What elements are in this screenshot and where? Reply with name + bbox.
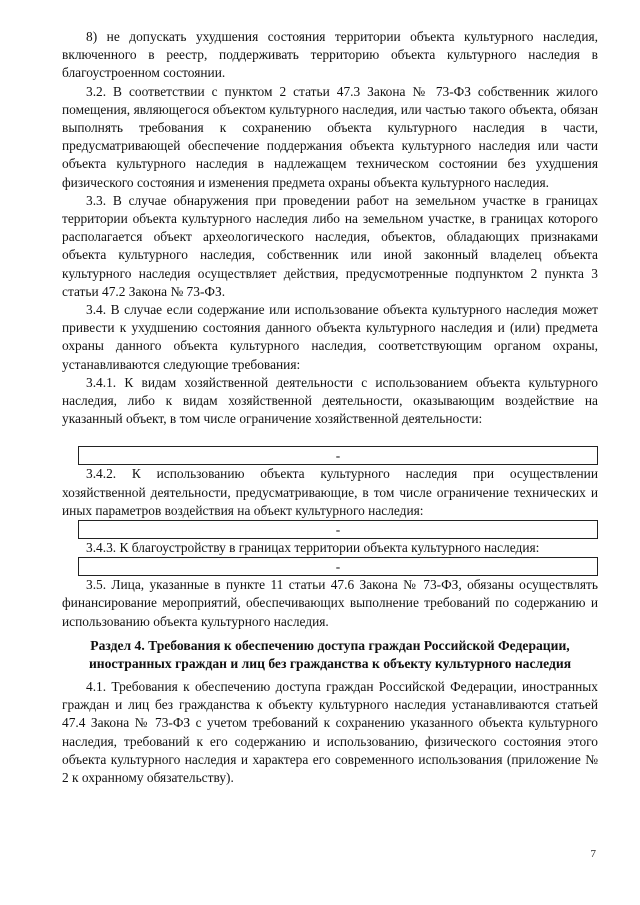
paragraph-3-4-2: 3.4.2. К использованию объекта культурного наследия при осуществлении хозяйственной деятельности, предусматривающие, в том числе ограничение технических и иных параметров воздействия на объект культурного наследия: (62, 466, 598, 518)
spacer (62, 428, 598, 446)
paragraph-3-4-3: 3.4.3. К благоустройству в границах территории объекта культурного наследия: (86, 540, 540, 556)
paragraph-3-3: 3.3. В случае обнаружения при проведении работ на земельном участке в границах территории объекта культурного наследия либо на земельном участке, в границах которого располагается объект археологического наследия, объектов, обладающих признаками объекта культурного наследия, собственник или иной законный владелец объекта культурного наследия осуществляет действия, предусмотренные подпунктом 2 пункта 3 статьи 47.2 Закона № 73-ФЗ. (62, 192, 598, 299)
section-4-heading: Раздел 4. Требования к обеспечению доступа граждан Российской Федерации, иностранных граждан и лиц без гражданства к объекту культурного наследия (88, 637, 572, 672)
page-number: 7 (590, 848, 596, 860)
paragraph-3-4: 3.4. В случае если содержание или использование объекта культурного наследия может привести к ухудшению состояния данного объекта культурного наследия и (или) предмета охраны данного объекта культурного наследия, соответствующим органом охраны, устанавливаются следующие требования: (62, 302, 598, 372)
paragraph-3-5: 3.5. Лица, указанные в пункте 11 статьи 47.6 Закона № 73-ФЗ, обязаны осуществлять финансирование мероприятий, обеспечивающих выполнение требований по содержанию и использованию объекта культурного наследия. (62, 577, 598, 629)
paragraph-3-2: 3.2. В соответствии с пунктом 2 статьи 47.3 Закона № 73-ФЗ собственник жилого помещения, являющегося объектом культурного наследия, или частью такого объекта, обязан выполнять требования к сохранению объекта культурного наследия в части, предусматривающей обеспечение поддержания объекта культурного наследия или части объекта культурного наследия в надлежащем техническом состоянии без ухудшения физического состояния и изменения предмета охраны объекта культурного наследия. (62, 83, 598, 190)
requirements-table-1: - (78, 446, 598, 465)
paragraph-item-8: 8) не допускать ухудшения состояния территории объекта культурного наследия, включенного в реестр, поддерживать территорию объекта культурного наследия в благоустроенном состоянии. (62, 29, 598, 81)
document-page (62, 28, 598, 787)
requirements-table-3: - (78, 557, 598, 576)
requirements-table-2: - (78, 520, 598, 539)
paragraph-3-4-1: 3.4.1. К видам хозяйственной деятельности с использованием объекта культурного наследия, либо к видам хозяйственной деятельности, оказывающим воздействие на указанный объект, в том числе ограничение хозяйственной деятельности: (62, 374, 598, 427)
paragraph-4-1: 4.1. Требования к обеспечению доступа граждан Российской Федерации, иностранных граждан и лиц без гражданства к объекту культурного наследия устанавливаются статьей 47.4 Закона № 73-ФЗ с учетом требований к сохранению указанного объекта культурного наследия, требований к его содержанию и использованию, физического состояния этого объекта культурного наследия и характера его современного использования (приложение № 2 к охранному обязательству). (62, 678, 598, 785)
